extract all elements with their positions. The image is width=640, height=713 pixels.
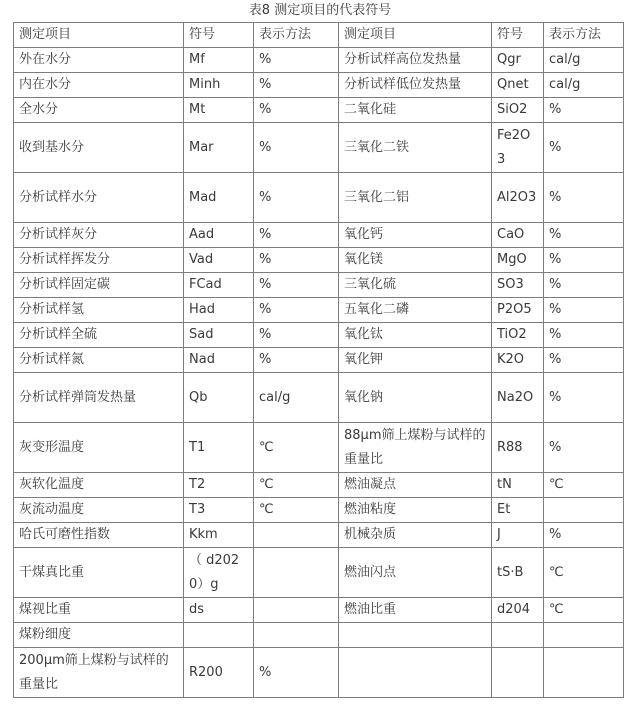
table-cell: 灰软化温度 (14, 473, 184, 498)
table-row (14, 498, 624, 523)
table-cell: T1 (184, 423, 254, 473)
table-cell: 分析试样灰分 (14, 223, 184, 248)
table-cell: 分析试样全硫 (14, 323, 184, 348)
table-row (14, 548, 624, 598)
table-cell: % (544, 173, 624, 223)
table-cell: SiO2 (492, 98, 544, 123)
table-cell: Mf (184, 48, 254, 73)
table-cell: TiO2 (492, 323, 544, 348)
table-cell: 三氧化硫 (339, 273, 492, 298)
table-cell: % (254, 73, 339, 98)
table-cell: R200 (184, 648, 254, 698)
table-cell: J (492, 523, 544, 548)
table-cell: % (544, 98, 624, 123)
header-cell: 符号 (184, 23, 254, 48)
table-cell: % (254, 173, 339, 223)
table-cell (254, 523, 339, 548)
table-cell: 全水分 (14, 98, 184, 123)
table-cell: 煤粉细度 (14, 623, 184, 648)
table-row (14, 123, 624, 173)
table-cell: 燃油闪点 (339, 548, 492, 598)
table-cell: 三氧化二铝 (339, 173, 492, 223)
header-cell: 表示方法 (544, 23, 624, 48)
table-cell: Et (492, 498, 544, 523)
table-cell (254, 623, 339, 648)
table-cell: % (544, 373, 624, 423)
table-row (14, 273, 624, 298)
table-row (14, 173, 624, 223)
table-cell (544, 498, 624, 523)
table-cell: 五氧化二磷 (339, 298, 492, 323)
table-caption: 表8 测定项目的代表符号 (248, 3, 392, 18)
table-cell: 三氧化二铁 (339, 123, 492, 173)
table-cell: 收到基水分 (14, 123, 184, 173)
table-cell: cal/g (544, 48, 624, 73)
table-cell: P2O5 (492, 298, 544, 323)
table-cell: ℃ (254, 473, 339, 498)
table-row (14, 473, 624, 498)
table-cell: tN (492, 473, 544, 498)
table-cell: Kkm (184, 523, 254, 548)
table-cell: SO3 (492, 273, 544, 298)
table-cell: Qnet (492, 73, 544, 98)
table-cell: d204 (492, 598, 544, 623)
table-cell: % (254, 648, 339, 698)
table-cell: 200μm筛上煤粉与试样的重量比 (14, 648, 184, 698)
table-cell: % (254, 98, 339, 123)
table-row (14, 98, 624, 123)
table-cell: % (254, 123, 339, 173)
table-cell: % (544, 323, 624, 348)
table-cell (492, 648, 544, 698)
table-cell: 外在水分 (14, 48, 184, 73)
table-cell: 燃油比重 (339, 598, 492, 623)
header-cell: 表示方法 (254, 23, 339, 48)
table-cell: Al2O3 (492, 173, 544, 223)
table-cell: ℃ (254, 498, 339, 523)
table-cell: cal/g (544, 73, 624, 98)
table-row (14, 248, 624, 273)
table-row (14, 348, 624, 373)
table-cell: 氧化钛 (339, 323, 492, 348)
table-cell: 分析试样氢 (14, 298, 184, 323)
table-cell: ℃ (254, 423, 339, 473)
table-row (14, 623, 624, 648)
table-cell: Mar (184, 123, 254, 173)
table-cell: ℃ (544, 473, 624, 498)
table-row (14, 298, 624, 323)
table-cell: % (544, 248, 624, 273)
table-cell: ℃ (544, 548, 624, 598)
table-cell: Qgr (492, 48, 544, 73)
table-row (14, 323, 624, 348)
table-cell: T2 (184, 473, 254, 498)
table-cell: % (254, 298, 339, 323)
table-cell: 灰流动温度 (14, 498, 184, 523)
table-cell: 干煤真比重 (14, 548, 184, 598)
table-cell: Qb (184, 373, 254, 423)
table-row (14, 73, 624, 98)
header-cell: 测定项目 (14, 23, 184, 48)
table-cell: ds (184, 598, 254, 623)
table-cell: 哈氏可磨性指数 (14, 523, 184, 548)
table-cell: CaO (492, 223, 544, 248)
table-row (14, 373, 624, 423)
header-cell: 符号 (492, 23, 544, 48)
table-cell: % (254, 48, 339, 73)
table-cell: 分析试样水分 (14, 173, 184, 223)
table-cell: % (254, 348, 339, 373)
table-cell: 分析试样挥发分 (14, 248, 184, 273)
table-cell: Fe2O3 (492, 123, 544, 173)
table-cell (254, 548, 339, 598)
measurement-symbols-table (13, 22, 624, 698)
table-cell: ℃ (544, 598, 624, 623)
table-cell: Vad (184, 248, 254, 273)
table-cell: % (544, 523, 624, 548)
table-cell: （ d2020）g (184, 548, 254, 598)
header-row (14, 23, 624, 48)
table-cell: % (254, 248, 339, 273)
table-cell: % (544, 223, 624, 248)
table-row (14, 648, 624, 698)
table-cell (254, 598, 339, 623)
table-cell: % (254, 223, 339, 248)
table-cell: % (254, 273, 339, 298)
table-cell: Sad (184, 323, 254, 348)
table-cell: 内在水分 (14, 73, 184, 98)
table-cell: FCad (184, 273, 254, 298)
table-cell: 分析试样低位发热量 (339, 73, 492, 98)
table-cell: 分析试样氮 (14, 348, 184, 373)
table-cell (544, 648, 624, 698)
table-cell: Aad (184, 223, 254, 248)
table-cell: Nad (184, 348, 254, 373)
table-cell: % (254, 323, 339, 348)
table-cell: R88 (492, 423, 544, 473)
table-cell: 灰变形温度 (14, 423, 184, 473)
table-cell (339, 623, 492, 648)
header-cell: 测定项目 (339, 23, 492, 48)
table-row (14, 48, 624, 73)
table-cell: % (544, 348, 624, 373)
table-cell: Mad (184, 173, 254, 223)
table-cell: K2O (492, 348, 544, 373)
table-cell: 氧化钙 (339, 223, 492, 248)
table-cell: MgO (492, 248, 544, 273)
table-cell: Mt (184, 98, 254, 123)
table-cell: 分析试样固定碳 (14, 273, 184, 298)
table-cell: 分析试样弹筒发热量 (14, 373, 184, 423)
table-cell (339, 648, 492, 698)
table-cell: 机械杂质 (339, 523, 492, 548)
table-cell: Na2O (492, 373, 544, 423)
table-row (14, 523, 624, 548)
table-cell: 二氧化硅 (339, 98, 492, 123)
table-cell: 燃油粘度 (339, 498, 492, 523)
table-cell: Had (184, 298, 254, 323)
table-cell: 燃油凝点 (339, 473, 492, 498)
table-cell: 88μm筛上煤粉与试样的重量比 (339, 423, 492, 473)
table-row (14, 598, 624, 623)
table-cell: 氧化钠 (339, 373, 492, 423)
table-cell: cal/g (254, 373, 339, 423)
table-cell (544, 623, 624, 648)
table-cell: % (544, 298, 624, 323)
table-cell: 分析试样高位发热量 (339, 48, 492, 73)
table-row (14, 423, 624, 473)
table-cell: 煤视比重 (14, 598, 184, 623)
table-cell: 氧化钾 (339, 348, 492, 373)
table-row (14, 223, 624, 248)
table-cell: % (544, 273, 624, 298)
table-cell: % (544, 123, 624, 173)
table-cell: % (544, 423, 624, 473)
table-cell (184, 623, 254, 648)
table-cell (492, 623, 544, 648)
table-cell: tS·B (492, 548, 544, 598)
table-cell: T3 (184, 498, 254, 523)
table-cell: Minh (184, 73, 254, 98)
table-cell: 氧化镁 (339, 248, 492, 273)
